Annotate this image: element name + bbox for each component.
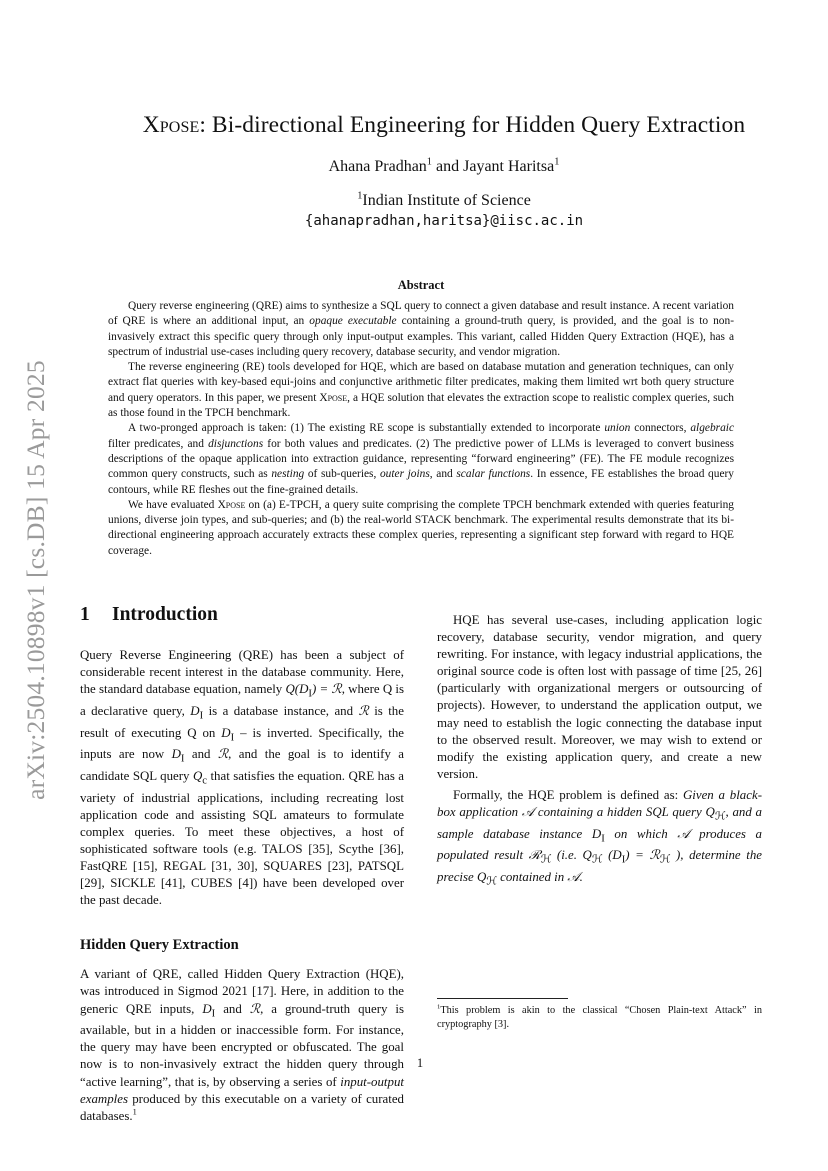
section-number: 1 [80,604,90,625]
text-run: and [215,1001,250,1016]
right-column [437,612,762,891]
text-run: – is inverted. Specifically, the inputs are now [80,725,404,762]
text-run: . In essence, FE establishes the broad query contours, while RE fleshes out the fine-grained details. [108,468,734,496]
text-run: Query Reverse Engineering (QRE) has been a subject of considerable recent interest in the database community. Here, the standard database equation, namely [80,648,404,697]
abstract-paragraph [108,360,734,421]
author-name: Jayant Haritsa [463,158,555,175]
footnote-mark: 1 [132,1107,137,1117]
author-list [60,158,828,176]
affiliation [60,192,828,210]
author-name: Ahana Pradhan [328,158,427,175]
footnote-mark: 1 [437,1003,441,1011]
emphasis-text: ), determine the precise Q [437,848,762,885]
body-paragraph: HQE has several use-cases, including application logic recovery, database security, vendor migration, and query rewriting. For instance, with legacy industrial applications, the original source code is often lost with passage of time [25, 26] (particularly with organizational mergers or outsourcing of projects). However, to understand the application output, we may need to establish the logic connecting the database input to the observed result. Moreover, we may wish to extend or modify the existing application query, and create a new version. [437,613,762,781]
emphasis-text: , and a sample database instance D [437,805,763,841]
author-conjunction: and [432,158,464,175]
math-text: ℛ [217,747,229,762]
arxiv-identifier-text: arXiv:2504.10898v1 [cs.DB] 15 Apr 2025 [21,360,50,800]
abstract-paragraph [108,498,734,559]
math-text: D [221,725,231,740]
math-subscript: I [621,853,626,866]
emphasis-text: disjunctions [208,437,264,450]
body-paragraph [80,647,404,909]
emphasis-text: input-output examples [80,1074,404,1106]
affiliation-mark: 1 [554,156,560,168]
text-run: produced by this executable on a variety of curated databases. [80,1091,404,1123]
text-run: The reverse engineering (RE) tools developed for HQE, which are based on database mutation and generation techniques, can only extract flat queries with key-based equi-joins and conjunctive arithmetic filter predicates, making them limited wrt both query structure and query operators. In this paper, we present [108,361,734,404]
footnote-text: This problem is akin to the classical “Chosen Plain-text Attack” in cryptography [3]. [437,1005,762,1030]
emphasis-text: Given a black-box application 𝒜 containing a hidden SQL query Q [437,787,762,820]
arxiv-identifier-stamp [12,330,62,830]
text-run: of sub-queries, [304,468,380,481]
math-subscript: I [230,731,235,744]
text-run: on (a) E-TPCH, a query suite comprising the complete TPCH benchmark extended with queries featuring unions, diverse join types, and sub-queries; and (b) the real-world STACK benchmark. The experimental results demonstrate that its bi-directional engineering approach accurately extracts these complex queries, representing a significant step forward with regard to HQE coverage. [108,498,735,557]
math-text: D [190,703,200,718]
math-subscript: ℋ [714,810,726,823]
emphasis-text: scalar functions [456,468,531,481]
math-subscript: ℋ [486,875,497,888]
subsection-heading: Hidden Query Extraction [80,937,239,954]
page-number: 1 [416,1056,424,1070]
abstract-heading: Abstract [397,278,445,292]
math-subscript: I [199,709,204,722]
emphasis-text: (D [602,848,622,863]
affiliation-mark: 1 [426,156,432,168]
text-run: is the result of executing Q on [80,703,404,740]
emphasis-text: on which 𝒜 produces a populated result ℛ [437,826,762,863]
text-run: , and [429,468,457,481]
footnote-divider [437,998,568,999]
paper-title [60,112,828,139]
math-subscript: ℋ [540,853,552,866]
text-run: A two-pronged approach is taken: (1) The existing RE scope is substantially extended to incorporate [128,422,605,435]
text-run: connectors, [630,422,691,435]
math-subscript: c [202,774,208,787]
text-run: containing a ground-truth query, is provided, and the goal is to non-invasively extract this specific query through only input-output examples. This variant, called Hidden Query Extraction (HQE), has a spectrum of industrial use-cases including query recovery, database security, and vendor migration. [108,315,734,358]
emphasis-text: opaque executable [309,315,397,328]
section-title: Introduction [112,604,218,625]
text-run: , a HQE solution that elevates the extraction scope to realistic complex queries, such as those found in the TPCH benchmark. [108,391,734,420]
title-rest: : Bi-directional Engineering for Hidden Query Extraction [199,112,746,138]
system-name: Xpose [217,498,246,511]
abstract-body [108,299,734,559]
footnote [437,1004,762,1032]
text-run: A variant of QRE, called Hidden Query Extraction (HQE), was introduced in Sigmod 2021 [17]. Here, in addition to the generic QRE inputs, [80,967,404,1016]
emphasis-text: nesting [271,468,305,481]
text-run: is a database instance, and [203,703,359,718]
section-heading [80,606,404,623]
math-subscript: I [308,687,312,700]
math-subscript: I [211,1007,216,1020]
math-subscript: I [601,832,605,845]
text-run: Query reverse engineering (QRE) aims to synthesize a SQL query to connect a given database and result instance. A recent variation of QRE is where an additional input, an [108,300,734,328]
math-text: ℛ [249,1001,261,1016]
text-run: that satisfies the equation. QRE has a variety of industrial applications, including recreating lost application code and assisting SQL amateurs to formulate complex queries. To meet these objectives, a host of sophisticated software tools (e.g. TALOS [35], Scythe [36], FastQRE [15], REGAL [31, 30], SQUARES [23], PATSQL [29], SICKLE [41], CUBES [4]) have been developed over the past decade. [80,768,405,908]
definition-paragraph [437,787,762,891]
emphasis-text: contained in 𝒜. [496,870,583,885]
math-text: ) = ℛ [311,682,342,697]
math-text: D [171,747,181,762]
left-column [80,606,404,1125]
math-text: ℛ [358,703,369,718]
emphasis-text: outer joins [379,468,430,481]
text-run: filter predicates, and [108,437,209,450]
system-name: Xpose [319,391,348,404]
emphasis-text: (i.e. Q [551,848,592,863]
text-run: Formally, the HQE problem is defined as: [453,787,683,802]
affiliation-name: Indian Institute of Science [362,192,531,209]
text-run: We have evaluated [128,498,218,511]
text-run: , a ground-truth query is available, but in a hidden or inaccessible form. For instance, the query may have been encrypted or obfuscated. The goal now is to non-invasively extract the hidden query through “active learning”, that is, by observing a series of [80,1001,404,1089]
math-text: D [202,1001,212,1016]
title-system-name: Xpose [142,112,200,138]
text-run: and [184,747,218,762]
math-text: Q [192,768,203,783]
emphasis-text: ) = ℛ [625,848,660,863]
emphasis-text: union [604,422,631,435]
author-emails: {ahanapradhan,haritsa}@iisc.ac.in [304,213,584,229]
math-subscript: ℋ [659,853,671,866]
affiliation-mark: 1 [357,190,363,202]
math-text: Q(D [285,682,309,697]
text-run: for both values and predicates. (2) The predictive power of LLMs is leveraged to convert business descriptions of the opaque application into extraction guidance, representing “forward engineering” (FE). The FE module recognizes common query constructs, such as [108,437,734,481]
text-run: , where Q is a declarative query, [80,682,405,718]
emphasis-text: algebraic [690,422,735,435]
text-run: , and the goal is to identify a candidate SQL query [80,747,404,783]
math-subscript: ℋ [591,853,603,866]
abstract-paragraph [108,299,734,360]
math-subscript: I [180,752,185,765]
abstract-paragraph [108,421,734,497]
body-paragraph [80,966,404,1124]
